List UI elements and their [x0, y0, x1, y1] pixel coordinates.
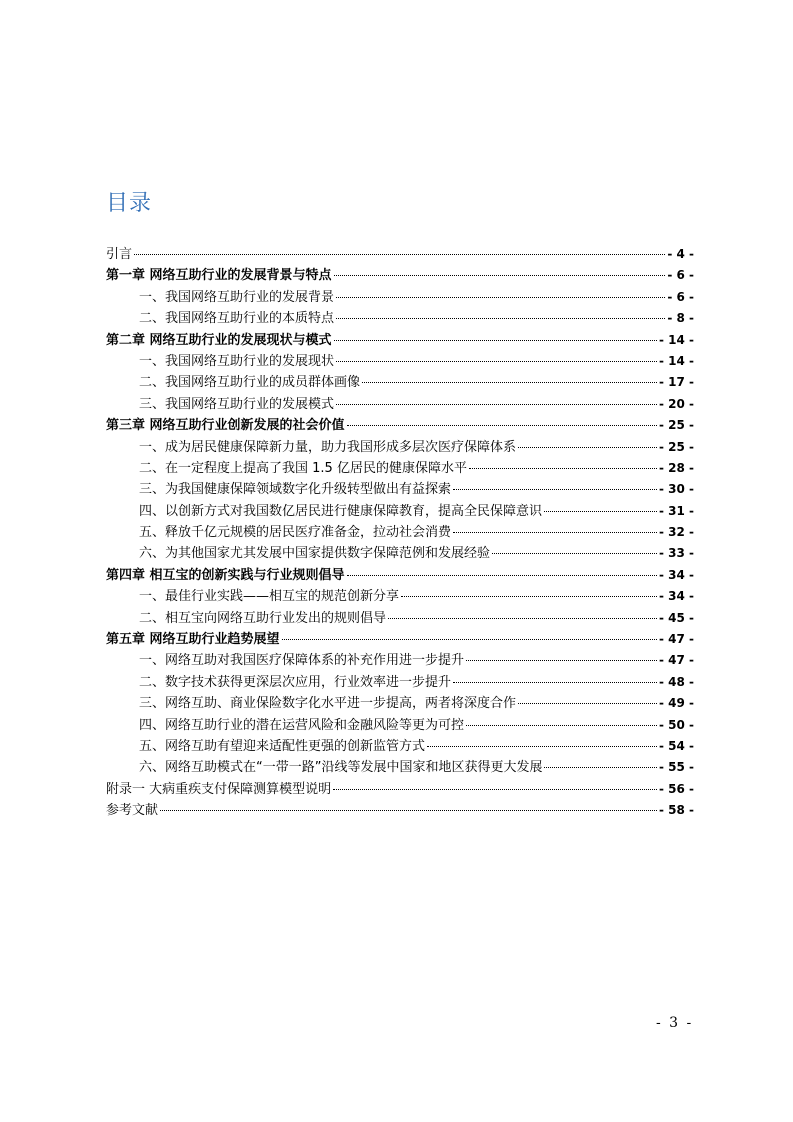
toc-entry-label: 第二章 网络互助行业的发展现状与模式	[106, 332, 332, 348]
toc-entry-label: 三、网络互助、商业保险数字化水平进一步提高，两者将深度合作	[139, 696, 517, 712]
toc-entry-section[interactable]	[106, 458, 694, 479]
toc-entry-section[interactable]	[106, 757, 694, 778]
toc-entry-page: - 47 -	[658, 632, 694, 647]
toc-leader-dots	[336, 297, 665, 298]
toc-entry-page: - 8 -	[667, 311, 694, 326]
toc-entry-top[interactable]	[106, 244, 694, 265]
toc-entry-label: 六、为其他国家尤其发展中国家提供数字保障范例和发展经验	[139, 546, 491, 562]
toc-leader-dots	[453, 532, 657, 533]
toc-entry-page: - 20 -	[658, 396, 694, 411]
toc-entry-section[interactable]	[106, 351, 694, 372]
toc-leader-dots	[347, 425, 657, 426]
toc-entry-label: 引言	[106, 247, 133, 262]
toc-entry-page: - 25 -	[658, 418, 694, 433]
toc-entry-label: 二、相互宝向网络互助行业发出的规则倡导	[139, 610, 387, 626]
toc-leader-dots	[518, 447, 657, 448]
toc-entry-page: - 28 -	[658, 460, 694, 475]
page-number: - 3 -	[656, 1015, 694, 1031]
toc-entry-page: - 30 -	[658, 482, 694, 497]
toc-leader-dots	[334, 340, 657, 341]
toc-entry-label: 第三章 网络互助行业创新发展的社会价值	[106, 418, 345, 434]
toc-leader-dots	[336, 318, 665, 319]
toc-leader-dots	[336, 361, 657, 362]
toc-entry-top[interactable]	[106, 800, 694, 821]
toc-entry-label: 一、成为居民健康保障新力量，助力我国形成多层次医疗保障体系	[139, 439, 517, 455]
toc-entry-label: 五、网络互助有望迎来适配性更强的创新监管方式	[139, 738, 426, 754]
toc-entry-chapter[interactable]	[106, 629, 694, 650]
toc-entry-label: 参考文献	[106, 803, 159, 819]
toc-entry-chapter[interactable]	[106, 415, 694, 436]
toc-entry-section[interactable]	[106, 479, 694, 500]
toc-entry-section[interactable]	[106, 543, 694, 564]
toc-entry-page: - 34 -	[658, 589, 694, 604]
toc-entry-section[interactable]	[106, 372, 694, 393]
toc-entry-section[interactable]	[106, 715, 694, 736]
toc-entry-page: - 33 -	[658, 546, 694, 561]
toc-leader-dots	[333, 789, 657, 790]
toc-entry-page: - 50 -	[658, 717, 694, 732]
toc-leader-dots	[336, 404, 657, 405]
toc-entry-section[interactable]	[106, 287, 694, 308]
toc-entry-page: - 56 -	[658, 781, 694, 796]
toc-entry-section[interactable]	[106, 736, 694, 757]
toc-leader-dots	[362, 382, 657, 383]
toc-entry-page: - 45 -	[658, 610, 694, 625]
toc-entry-section[interactable]	[106, 650, 694, 671]
toc-entry-section[interactable]	[106, 672, 694, 693]
toc-entry-page: - 6 -	[667, 289, 694, 304]
toc-title: 目录	[106, 191, 153, 216]
toc-entry-section[interactable]	[106, 522, 694, 543]
toc-entry-page: - 17 -	[658, 375, 694, 390]
toc-entry-page: - 14 -	[658, 332, 694, 347]
toc-entry-page: - 25 -	[658, 439, 694, 454]
toc-entry-page: - 4 -	[667, 247, 694, 261]
toc-entry-label: 四、网络互助行业的潜在运营风险和金融风险等更为可控	[139, 717, 465, 733]
toc-entry-section[interactable]	[106, 437, 694, 458]
toc-entry-page: - 58 -	[658, 803, 694, 818]
toc-entry-label: 一、网络互助对我国医疗保障体系的补充作用进一步提升	[139, 653, 465, 669]
toc-entry-label: 三、我国网络互助行业的发展模式	[139, 396, 335, 412]
toc-entry-section[interactable]	[106, 394, 694, 415]
toc-leader-dots	[453, 682, 657, 683]
toc-entry-section[interactable]	[106, 608, 694, 629]
toc-entry-label: 三、为我国健康保障领域数字化升级转型做出有益探索	[139, 482, 452, 498]
toc-entry-label: 二、数字技术获得更深层次应用，行业效率进一步提升	[139, 674, 452, 690]
toc-leader-dots	[492, 553, 657, 554]
toc-entry-page: - 6 -	[667, 268, 694, 283]
toc-entry-page: - 34 -	[658, 567, 694, 582]
toc-entry-label: 附录一 大病重疾支付保障测算模型说明	[106, 781, 332, 797]
toc-entry-chapter[interactable]	[106, 265, 694, 286]
toc-leader-dots	[469, 468, 657, 469]
toc-entry-section[interactable]	[106, 586, 694, 607]
toc-entry-label: 二、在一定程度上提高了我国 1.5 亿居民的健康保障水平	[139, 460, 467, 476]
toc-entry-top[interactable]	[106, 779, 694, 800]
toc-entry-page: - 47 -	[658, 653, 694, 668]
toc-entry-label: 第一章 网络互助行业的发展背景与特点	[106, 268, 332, 284]
toc-entry-page: - 54 -	[658, 738, 694, 753]
toc-leader-dots	[334, 275, 666, 276]
toc-entry-page: - 48 -	[658, 674, 694, 689]
toc-entry-label: 第四章 相互宝的创新实践与行业规则倡导	[106, 567, 345, 583]
toc-entry-section[interactable]	[106, 693, 694, 714]
toc-leader-dots	[347, 575, 657, 576]
toc-entry-page: - 49 -	[658, 696, 694, 711]
toc-leader-dots	[453, 489, 657, 490]
toc-leader-dots	[466, 660, 657, 661]
toc-entry-label: 四、以创新方式对我国数亿居民进行健康保障教育，提高全民保障意识	[139, 503, 543, 519]
toc-entry-page: - 55 -	[658, 760, 694, 775]
toc-entry-label: 一、最佳行业实践——相互宝的规范创新分享	[139, 589, 400, 605]
toc-leader-dots	[427, 746, 657, 747]
toc-entry-section[interactable]	[106, 501, 694, 522]
toc-entry-page: - 14 -	[658, 353, 694, 368]
toc-leader-dots	[134, 254, 665, 255]
toc-leader-dots	[160, 810, 657, 811]
toc-leader-dots	[282, 639, 657, 640]
toc-list	[106, 244, 694, 822]
toc-entry-chapter[interactable]	[106, 330, 694, 351]
toc-leader-dots	[518, 703, 657, 704]
toc-entry-label: 一、我国网络互助行业的发展现状	[139, 353, 335, 369]
toc-leader-dots	[388, 618, 657, 619]
toc-entry-label: 二、我国网络互助行业的成员群体画像	[139, 375, 361, 391]
toc-entry-chapter[interactable]	[106, 565, 694, 586]
toc-leader-dots	[544, 511, 657, 512]
toc-entry-page: - 31 -	[658, 503, 694, 518]
toc-entry-label: 第五章 网络互助行业趋势展望	[106, 632, 280, 648]
toc-entry-label: 一、我国网络互助行业的发展背景	[139, 289, 335, 305]
toc-leader-dots	[544, 767, 657, 768]
toc-entry-label: 六、网络互助模式在“一带一路”沿线等发展中国家和地区获得更大发展	[139, 760, 543, 776]
toc-entry-label: 五、释放千亿元规模的居民医疗准备金，拉动社会消费	[139, 525, 452, 541]
toc-entry-page: - 32 -	[658, 525, 694, 540]
toc-entry-section[interactable]	[106, 308, 694, 329]
toc-leader-dots	[466, 725, 657, 726]
toc-entry-label: 二、我国网络互助行业的本质特点	[139, 311, 335, 327]
toc-leader-dots	[401, 596, 657, 597]
